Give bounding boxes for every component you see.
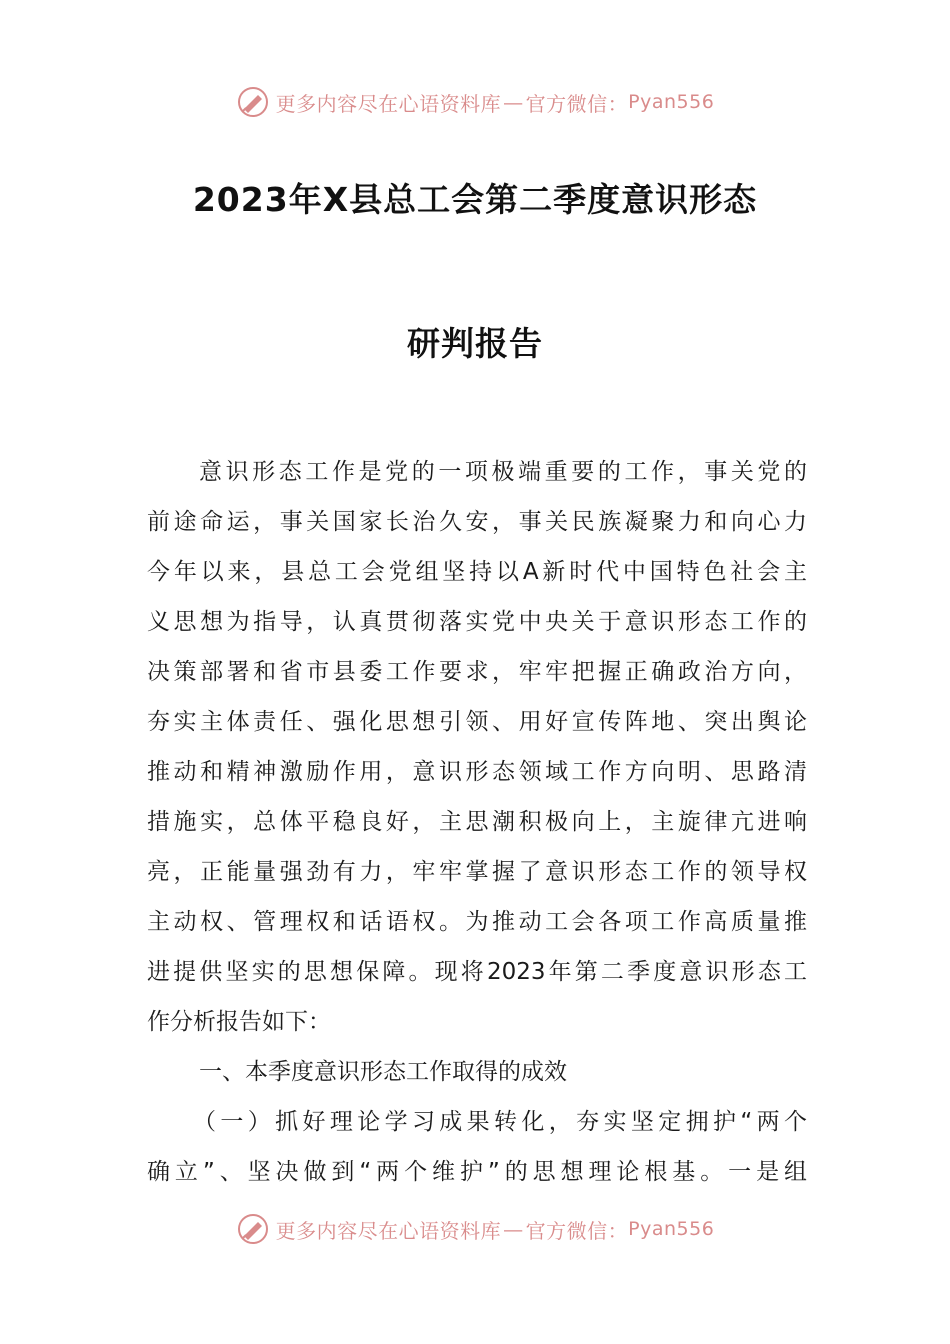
body-line: 前途命运，事关国家长治久安，事关民族凝聚力和向心力 bbox=[147, 509, 807, 535]
section-heading: 一、本季度意识形态工作取得的成效 bbox=[199, 1059, 567, 1085]
watermark-contact-label: 官方微信： bbox=[525, 1218, 629, 1243]
body-line: 推动和精神激励作用，意识形态领域工作方向明、思路清 bbox=[147, 759, 807, 785]
watermark-contact-id: Pyan556 bbox=[628, 1218, 715, 1240]
body-line: 措施实，总体平稳良好，主思潮积极向上，主旋律亢进响 bbox=[147, 809, 807, 835]
watermark-separator: — bbox=[503, 90, 524, 114]
body-line: 亮，正能量强劲有力，牢牢掌握了意识形态工作的领导权 bbox=[147, 859, 807, 885]
pen-book-icon bbox=[236, 1212, 270, 1246]
body-line: 义思想为指导，认真贯彻落实党中央关于意识形态工作的 bbox=[147, 609, 807, 635]
document-title-line1: 2023年X县总工会第二季度意识形态 bbox=[192, 180, 758, 219]
body-line: 意识形态工作是党的一项极端重要的工作，事关党的 bbox=[199, 459, 807, 485]
body-line: 进提供坚实的思想保障。现将2023年第二季度意识形态工 bbox=[147, 959, 807, 985]
document-title-line2: 研判报告 bbox=[407, 324, 543, 363]
body-line: 夯实主体责任、强化思想引领、用好宣传阵地、突出舆论 bbox=[147, 709, 807, 735]
pen-book-icon bbox=[236, 85, 270, 119]
watermark-footer bbox=[0, 1209, 950, 1249]
watermark-contact-id: Pyan556 bbox=[628, 91, 715, 113]
body-line: 决策部署和省市县委工作要求，牢牢把握正确政治方向， bbox=[147, 659, 807, 685]
watermark-header bbox=[0, 82, 950, 122]
watermark-contact-label: 官方微信： bbox=[525, 91, 629, 116]
document-body bbox=[147, 447, 807, 1197]
watermark-separator: — bbox=[503, 1217, 524, 1241]
watermark-brand: 更多内容尽在心语资料库 bbox=[275, 1218, 502, 1243]
watermark-brand: 更多内容尽在心语资料库 bbox=[275, 91, 502, 116]
body-line: 主动权、管理权和话语权。为推动工会各项工作高质量推 bbox=[147, 909, 807, 935]
subsection-heading: （一）抓好理论学习成果转化，夯实坚定拥护“两个 bbox=[193, 1109, 807, 1135]
body-line: 作分析报告如下： bbox=[147, 1009, 331, 1035]
body-line: 确立”、坚决做到“两个维护”的思想理论根基。一是组 bbox=[147, 1159, 807, 1185]
body-line: 今年以来，县总工会党组坚持以A新时代中国特色社会主 bbox=[147, 559, 807, 585]
